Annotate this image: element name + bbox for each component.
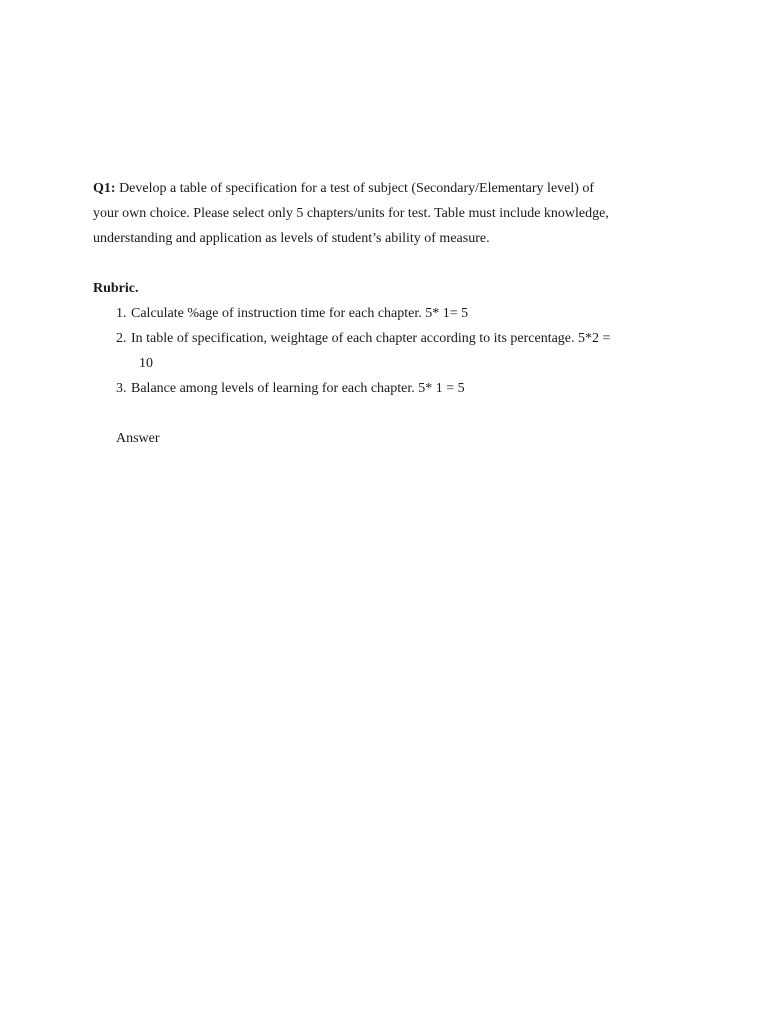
rubric-item-number: 3. [116, 381, 127, 396]
rubric-list [93, 301, 673, 401]
rubric-item-text: In table of specification, weightage of each chapter according to its percentage. 5*2 = [131, 331, 611, 346]
rubric-item-3 [93, 376, 673, 401]
rubric-item-text: Balance among levels of learning for each chapter. 5* 1 = 5 [131, 381, 465, 396]
rubric-heading: Rubric. [93, 281, 139, 296]
question-text-line-2: your own choice. Please select only 5 chapters/units for test. Table must include knowledge, [93, 206, 609, 221]
question-paragraph [93, 176, 673, 251]
question-text-line-3: understanding and application as levels of student’s ability of measure. [93, 231, 490, 246]
question-label: Q1: [93, 181, 116, 196]
rubric-item-number: 2. [116, 331, 127, 346]
rubric-item-number: 1. [116, 306, 127, 321]
rubric-item-2 [93, 326, 673, 376]
rubric-item-continuation: 10 [139, 356, 153, 371]
answer-label: Answer [116, 431, 160, 446]
rubric-item-text: Calculate %age of instruction time for each chapter. 5* 1= 5 [131, 306, 469, 321]
rubric-item-1 [93, 301, 673, 326]
question-text-line-1: Develop a table of specification for a test of subject (Secondary/Elementary level) of [119, 181, 595, 196]
document-body [93, 176, 673, 451]
